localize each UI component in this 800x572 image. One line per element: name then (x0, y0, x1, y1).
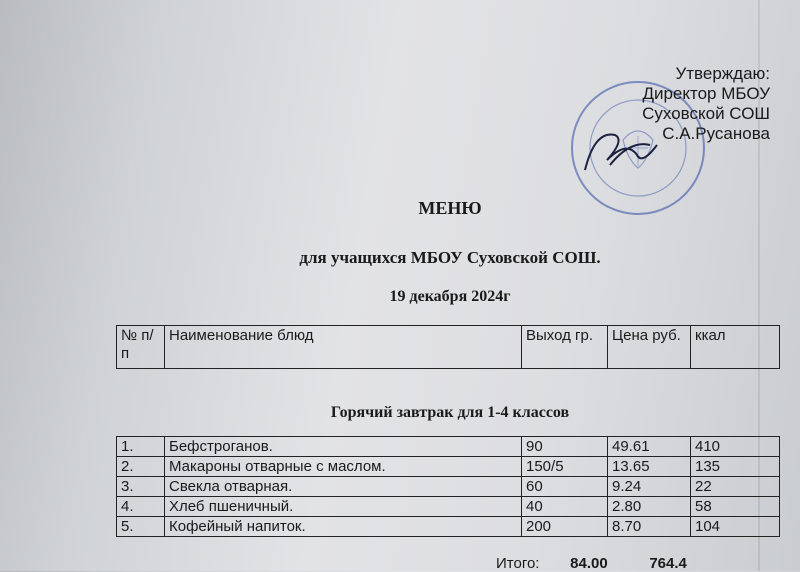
approval-line: Директор МБОУ (642, 84, 770, 103)
table-row (117, 517, 780, 537)
total-row (496, 555, 687, 572)
cell-kcal: 135 (691, 457, 780, 477)
cell-kcal: 58 (691, 497, 780, 517)
table-header-row (117, 326, 780, 369)
section-title: Горячий завтрак для 1-4 классов (330, 404, 570, 421)
cell-num: 3. (117, 477, 165, 497)
cell-yield: 150/5 (522, 457, 608, 477)
cell-num: 1. (117, 437, 165, 457)
cell-name: Хлеб пшеничный. (165, 497, 522, 517)
cell-name: Макароны отварные с маслом. (165, 457, 522, 477)
cell-kcal: 104 (691, 517, 780, 537)
approval-line: С.А.Русанова (662, 124, 770, 143)
approval-block (642, 64, 770, 144)
header-name: Наименование блюд (165, 326, 522, 369)
total-kcal: 764.4 (649, 555, 687, 572)
cell-name: Бефстроганов. (165, 437, 522, 457)
total-label: Итого: (496, 555, 540, 572)
cell-price: 9.24 (608, 477, 691, 497)
cell-kcal: 22 (691, 477, 780, 497)
header-kcal: ккал (691, 326, 780, 369)
document-date: 19 декабря 2024г (389, 288, 511, 305)
cell-price: 8.70 (608, 517, 691, 537)
menu-header-table (116, 325, 780, 369)
cell-price: 49.61 (608, 437, 691, 457)
table-row (117, 477, 780, 497)
cell-num: 2. (117, 457, 165, 477)
table-row (117, 457, 780, 477)
cell-price: 13.65 (608, 457, 691, 477)
cell-price: 2.80 (608, 497, 691, 517)
cell-yield: 60 (522, 477, 608, 497)
cell-kcal: 410 (691, 437, 780, 457)
cell-yield: 90 (522, 437, 608, 457)
cell-num: 5. (117, 517, 165, 537)
table-row (117, 497, 780, 517)
document-title: МЕНЮ (418, 198, 482, 218)
menu-table (116, 436, 780, 537)
header-num: № п/п (117, 326, 165, 369)
cell-num: 4. (117, 497, 165, 517)
header-yield: Выход гр. (522, 326, 608, 369)
cell-name: Кофейный напиток. (165, 517, 522, 537)
document-subtitle: для учащихся МБОУ Суховской СОШ. (299, 248, 601, 267)
cell-yield: 40 (522, 497, 608, 517)
header-price: Цена руб. (608, 326, 691, 369)
table-row (117, 437, 780, 457)
total-price: 84.00 (570, 555, 608, 572)
cell-yield: 200 (522, 517, 608, 537)
approval-line: Утверждаю: (675, 64, 770, 83)
approval-line: Суховской СОШ (642, 104, 770, 123)
cell-name: Свекла отварная. (165, 477, 522, 497)
